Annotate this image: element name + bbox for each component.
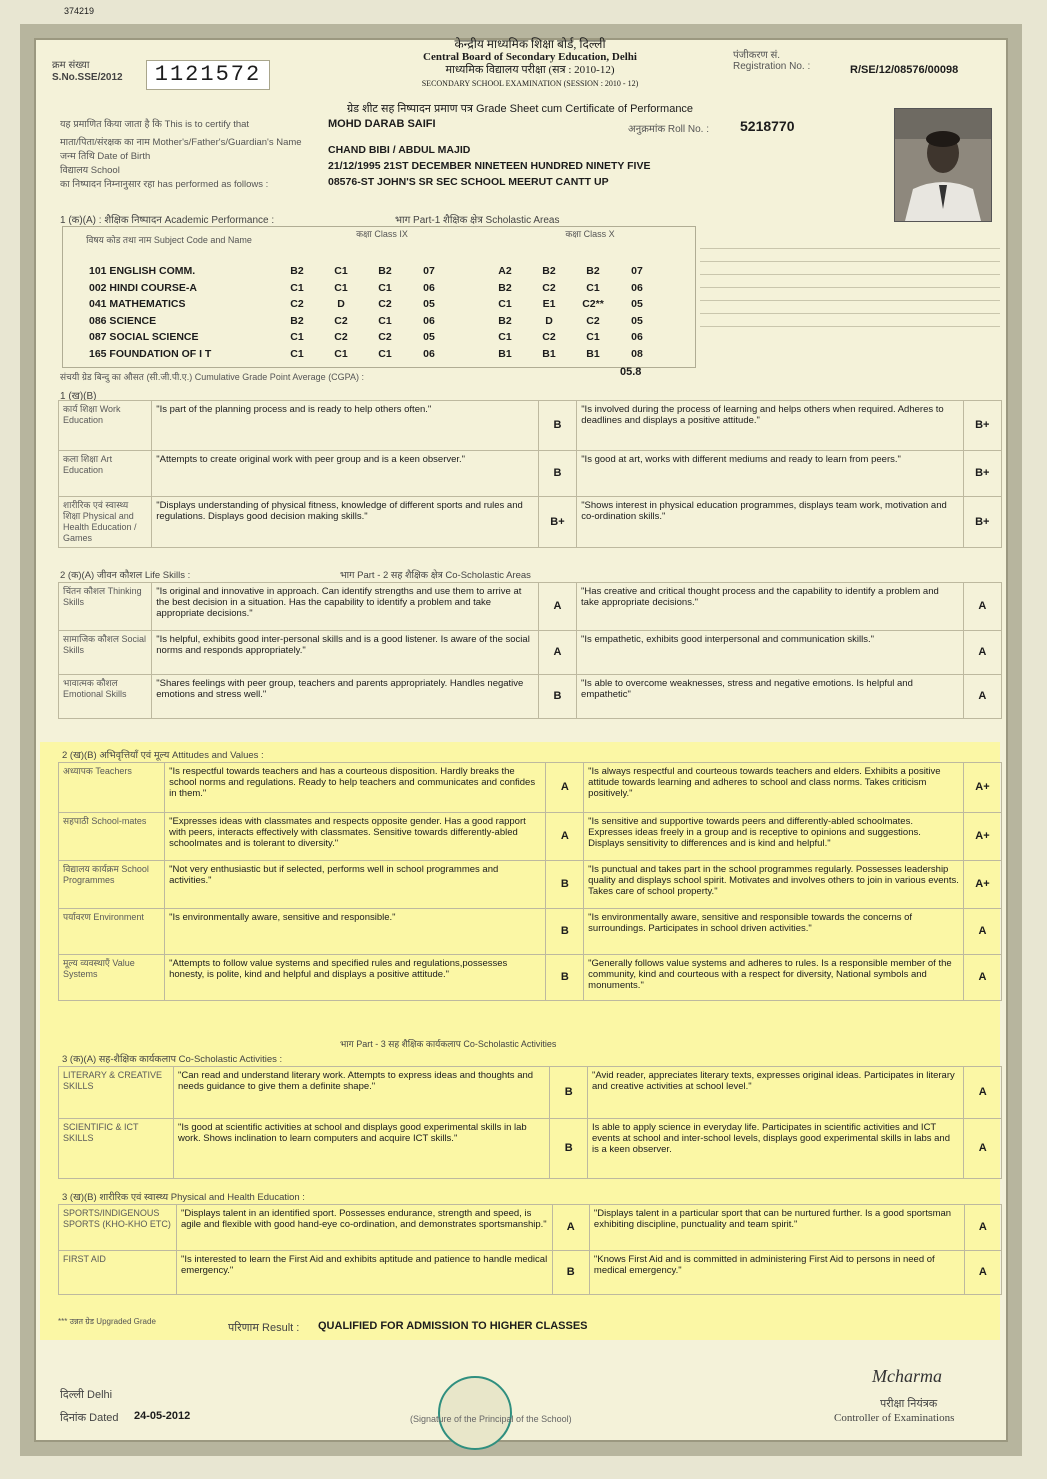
- row-label: सामाजिक कौशल Social Skills: [59, 631, 152, 675]
- row-label: मूल्य व्यवस्थाएँ Value Systems: [59, 955, 165, 1001]
- subject-code-name: 041 MATHEMATICS: [89, 298, 186, 310]
- serial-label: [52, 60, 123, 84]
- class10-descriptor: "Is environmentally aware, sensitive and responsible towards the concerns of surroundings. Participates in school driven activities.": [584, 909, 964, 955]
- class10-descriptor: "Is sensitive and supportive towards peers and differently-abled schoolmates. Expresses ideas freely in a group and is receptive to opinions and suggestions. Displays sensitivity to differences and is kind and helpful.": [584, 813, 964, 861]
- subject-grade: C1: [378, 314, 392, 327]
- subject-row: [63, 282, 695, 298]
- class10-grade: A+: [963, 763, 1001, 813]
- part2a-part-label: भाग Part - 2 सह शैक्षिक क्षेत्र Co-Scholastic Areas: [340, 570, 531, 581]
- part1-heading: 1 (क)(A) : शैक्षिक निष्पादन Academic Performance :: [60, 215, 275, 226]
- subject-grade: C1: [290, 347, 304, 360]
- class9-header: कक्षा Class IX: [356, 229, 408, 239]
- descriptor-row: [59, 861, 1002, 909]
- subject-grade: C1: [334, 281, 348, 294]
- row-label: पर्यावरण Environment: [59, 909, 165, 955]
- subject-row: [63, 315, 695, 331]
- subject-code-name: 101 ENGLISH COMM.: [89, 265, 196, 277]
- student-name: MOHD DARAB SAIFI: [328, 118, 436, 130]
- subject-grade: C1: [498, 331, 512, 343]
- controller-label-hi: परीक्षा नियंत्रक: [880, 1398, 938, 1410]
- class9-descriptor: "Shares feelings with peer group, teachers and parents appropriately. Handles negative emotions and stress well.": [152, 675, 539, 719]
- class10-grade: A: [963, 909, 1001, 955]
- registration-number: R/SE/12/08576/00098: [850, 64, 959, 76]
- class10-grade: A: [963, 955, 1001, 1001]
- class10-descriptor: Is able to apply science in everyday life. Participates in scientific activities and ICT events at school and inter-school levels, displays good experimental skills in labs and is a keen observer.: [587, 1119, 963, 1179]
- subject-grade: C1: [586, 331, 600, 343]
- class10-descriptor: "Generally follows value systems and adheres to rules. Is a responsible member of the community, kind and courteous with a respect for diversity, National symbols and monuments.": [584, 955, 964, 1001]
- class9-descriptor: "Is environmentally aware, sensitive and responsible.": [165, 909, 546, 955]
- subject-grade: 08: [631, 347, 643, 360]
- descriptor-row: [59, 1205, 1002, 1251]
- class10-grade: A: [963, 583, 1001, 631]
- roll-label: अनुक्रमांक Roll No. :: [628, 124, 710, 135]
- class9-descriptor: "Is helpful, exhibits good inter-personal skills and is a good listener. Is aware of the social norms and responds appropriately.": [152, 631, 539, 675]
- class10-grade: A: [963, 675, 1001, 719]
- subject-grade: B2: [290, 314, 304, 327]
- row-label: कला शिक्षा Art Education: [59, 451, 152, 497]
- subject-row: [63, 348, 695, 364]
- part3a-heading: 3 (क)(A) सह-शैक्षिक कार्यकलाप Co-Scholastic Activities :: [62, 1054, 283, 1065]
- subject-grade: B2: [586, 265, 600, 277]
- subject-grade: B2: [290, 265, 304, 277]
- subject-grade: B1: [542, 347, 556, 360]
- subject-grade: C1: [334, 265, 348, 277]
- school-seal: [438, 1376, 512, 1450]
- subject-grade: 06: [423, 281, 435, 294]
- row-label: SPORTS/INDIGENOUS SPORTS (KHO-KHO ETC): [59, 1205, 177, 1251]
- board-name-en: Central Board of Secondary Education, Delhi: [423, 51, 637, 63]
- performed-label: का निष्पादन निम्नानुसार रहा has performed as follows :: [60, 179, 269, 190]
- class9-descriptor: "Displays talent in an identified sport. Possesses endurance, strength and speed, is agile and flexible with good hand-eye co-ordination, and demonstrates sportsmanship.": [177, 1205, 553, 1251]
- registration-label-hi: पंजीकरण सं.: [733, 50, 781, 61]
- subject-grade: C2: [586, 314, 600, 327]
- class10-descriptor: "Shows interest in physical education programmes, displays team work, motivation and co-ordination skills.": [577, 497, 963, 548]
- subject-header: विषय कोड तथा नाम Subject Code and Name: [86, 235, 252, 245]
- subject-code-name: 165 FOUNDATION OF I T: [89, 347, 212, 360]
- subject-grade: C2: [334, 331, 348, 343]
- row-label: चिंतन कौशल Thinking Skills: [59, 583, 152, 631]
- class9-grade: B: [546, 955, 584, 1001]
- scholastic-table: [62, 226, 696, 368]
- class10-descriptor: "Has creative and critical thought process and the capability to identify a problem and take appropriate decisions.": [577, 583, 964, 631]
- class9-descriptor: "Is good at scientific activities at school and displays good experimental skills in lab work. Shows inclination to learn computers and acquire ICT skills.": [173, 1119, 549, 1179]
- class10-grade: A+: [963, 813, 1001, 861]
- class9-grade: A: [546, 763, 584, 813]
- row-label: LITERARY & CREATIVE SKILLS: [59, 1067, 174, 1119]
- part2a-table: [58, 582, 1002, 719]
- subject-grade: C1: [290, 281, 304, 294]
- subject-grade: B1: [586, 347, 600, 360]
- date-label: दिनांक Dated: [60, 1412, 119, 1424]
- controller-label-en: Controller of Examinations: [834, 1412, 955, 1424]
- row-label: अध्यापक Teachers: [59, 763, 165, 813]
- subject-grade: C1: [378, 281, 392, 294]
- part2a-heading: 2 (क)(A) जीवन कौशल Life Skills :: [60, 570, 191, 581]
- subject-grade: 06: [631, 281, 643, 294]
- descriptor-row: [59, 909, 1002, 955]
- serial-label-hi: क्रम संख्या: [52, 60, 90, 71]
- class10-grade: A: [964, 1067, 1002, 1119]
- class9-descriptor: "Expresses ideas with classmates and respects opposite gender. Has a good rapport with peers, interacts effectively with classmates. Sensitive towards differently-abled schoolmates and is tolerant to diversity.": [165, 813, 546, 861]
- subject-grade: 07: [423, 265, 435, 277]
- part3b-heading: 3 (ख)(B) शारीरिक एवं स्वास्थ्य Physical and Health Education :: [62, 1192, 305, 1203]
- class9-grade: B: [546, 909, 584, 955]
- subject-row: [63, 331, 695, 347]
- class9-grade: B: [546, 861, 584, 909]
- row-label: सहपाठी School-mates: [59, 813, 165, 861]
- class9-grade: B: [538, 675, 576, 719]
- class9-grade: B: [552, 1251, 589, 1295]
- cgpa-value: 05.8: [620, 366, 642, 378]
- descriptor-row: [59, 1067, 1002, 1119]
- subject-grade: C2: [334, 314, 348, 327]
- subject-grade: C2: [290, 298, 304, 310]
- subject-grade: C2: [378, 298, 392, 310]
- certify-label: यह प्रमाणित किया जाता है कि This is to certify that: [60, 119, 250, 130]
- class10-grade: B+: [963, 497, 1001, 548]
- subject-grade: C1: [290, 331, 304, 343]
- class10-descriptor: "Is involved during the process of learning and helps others when required. Adheres to deadlines and displays a positive attitude.": [577, 401, 963, 451]
- row-label: FIRST AID: [59, 1251, 177, 1295]
- student-labels: [60, 118, 310, 192]
- part3b-table: [58, 1204, 1002, 1295]
- subject-grade: B2: [498, 281, 512, 294]
- serial-label-en: S.No.SSE/2012: [52, 72, 123, 83]
- subject-grade: 07: [631, 265, 643, 277]
- roll-number: 5218770: [740, 118, 795, 134]
- cgpa-label: संचयी ग्रेड बिन्दु का औसत (सी.जी.पी.ए.) Cumulative Grade Point Average (CGPA) :: [60, 372, 365, 382]
- row-label: कार्य शिक्षा Work Education: [59, 401, 152, 451]
- subject-grade: B2: [498, 314, 512, 327]
- descriptor-row: [59, 631, 1002, 675]
- subject-grade: B2: [542, 265, 556, 277]
- part1-part-label: भाग Part-1 शैक्षिक क्षेत्र Scholastic Areas: [395, 215, 560, 226]
- subject-grade: D: [337, 298, 345, 310]
- class9-grade: B: [550, 1067, 588, 1119]
- principal-signature-label: (Signature of the Principal of the School): [410, 1414, 572, 1424]
- class9-descriptor: "Is respectful towards teachers and has a courteous disposition. Hardly breaks the school norms and regulations. Ready to help teachers and communicates and confides in them.": [165, 763, 546, 813]
- dob-label: जन्म तिथि Date of Birth: [60, 151, 151, 162]
- subject-grade: 05: [423, 298, 435, 310]
- parents-label: माता/पिता/संरक्षक का नाम Mother's/Father's/Guardian's Name: [60, 137, 302, 148]
- descriptor-row: [59, 763, 1002, 813]
- part2b-heading: 2 (ख)(B) अभिवृत्तियाँ एवं मूल्य Attitudes and Values :: [62, 750, 264, 761]
- school-name: 08576-ST JOHN'S SR SEC SCHOOL MEERUT CANTT UP: [328, 176, 609, 188]
- subject-grade: C1: [586, 281, 600, 294]
- exam-name-hi: माध्यमिक विद्यालय परीक्षा (सत्र : 2010-12): [445, 64, 615, 76]
- class10-header: कक्षा Class X: [565, 229, 615, 239]
- upgraded-note: *** उन्नत ग्रेड Upgraded Grade: [58, 1317, 156, 1326]
- part1b-table: [58, 400, 1002, 548]
- class9-grade: B+: [538, 497, 576, 548]
- certificate-title: ग्रेड शीट सह निष्पादन प्रमाण पत्र Grade Sheet cum Certificate of Performance: [346, 103, 694, 115]
- board-header: [330, 38, 730, 90]
- descriptor-row: [59, 955, 1002, 1001]
- class9-grade: A: [552, 1205, 589, 1251]
- class9-descriptor: "Is original and innovative in approach. Can identify strengths and use them to arrive at the best decision in a situation. Has the capability to identify a problem and take appropriate decisions.": [152, 583, 539, 631]
- descriptor-row: [59, 497, 1002, 548]
- subject-grade: E1: [542, 298, 556, 310]
- subject-grade: A2: [498, 265, 512, 277]
- subject-grade: B2: [378, 265, 392, 277]
- part2b-table: [58, 762, 1002, 1001]
- descriptor-row: [59, 1251, 1002, 1295]
- class10-grade: A: [964, 1119, 1002, 1179]
- subject-grade: 05: [423, 331, 435, 343]
- class10-grade: A: [964, 1205, 1001, 1251]
- result-value: QUALIFIED FOR ADMISSION TO HIGHER CLASSES: [318, 1320, 588, 1332]
- descriptor-row: [59, 813, 1002, 861]
- date-of-birth: 21/12/1995 21ST DECEMBER NINETEEN HUNDRED NINETY FIVE: [328, 160, 651, 172]
- subject-grade: C2: [542, 281, 556, 294]
- class9-descriptor: "Not very enthusiastic but if selected, performs well in school programmes and activities.": [165, 861, 546, 909]
- subject-grade: B1: [498, 347, 512, 360]
- class10-descriptor: "Is always respectful and courteous towards teachers and elders. Exhibits a positive attitude towards learning and adheres to school and class norms. Takes criticism positively.": [584, 763, 964, 813]
- class10-descriptor: "Avid reader, appreciates literary texts, expresses original ideas. Participates in literary and creative activities at school level.": [587, 1067, 963, 1119]
- class9-descriptor: "Can read and understand literary work. Attempts to express ideas and thoughts and needs guidance to give them a definite shape.": [173, 1067, 549, 1119]
- exam-name-en: SECONDARY SCHOOL EXAMINATION (SESSION : 2010 - 12): [421, 79, 639, 88]
- school-label: विद्यालय School: [60, 165, 120, 176]
- student-photo: [894, 108, 992, 222]
- class9-descriptor: "Is interested to learn the First Aid and exhibits aptitude and patience to handle medical emergency.": [177, 1251, 553, 1295]
- descriptor-row: [59, 451, 1002, 497]
- class10-grade: A: [963, 631, 1001, 675]
- class10-grade: B+: [963, 451, 1001, 497]
- subject-grade: 06: [631, 331, 643, 343]
- row-label: विद्यालय कार्यक्रम School Programmes: [59, 861, 165, 909]
- class9-grade: A: [546, 813, 584, 861]
- issue-date: 24-05-2012: [134, 1410, 191, 1422]
- subject-grade: C1: [378, 347, 392, 360]
- subject-grade: 06: [423, 314, 435, 327]
- result-label: परिणाम Result :: [228, 1322, 300, 1334]
- class10-descriptor: "Is able to overcome weaknesses, stress and negative emotions. Is helpful and empathetic": [577, 675, 964, 719]
- registration-label-en: Registration No. :: [733, 61, 811, 72]
- subject-grade: 05: [631, 298, 643, 310]
- class9-descriptor: "Displays understanding of physical fitness, knowledge of different sports and rules and regulations. Displays good decision making skills.": [152, 497, 539, 548]
- parents-name: CHAND BIBI / ABDUL MAJID: [328, 144, 471, 156]
- corner-number: 374219: [64, 6, 95, 16]
- descriptor-row: [59, 675, 1002, 719]
- subject-grade: D: [545, 314, 553, 327]
- subject-code-name: 087 SOCIAL SCIENCE: [89, 331, 199, 343]
- row-label: भावात्मक कौशल Emotional Skills: [59, 675, 152, 719]
- board-name-hi: केन्द्रीय माध्यमिक शिक्षा बोर्ड, दिल्ली: [454, 37, 606, 51]
- place-label: दिल्ली Delhi: [60, 1389, 113, 1401]
- subject-row: [63, 265, 695, 281]
- part3-part-label: भाग Part - 3 सह शैक्षिक कार्यकलाप Co-Scholastic Activities: [340, 1039, 557, 1049]
- subject-grade: C1: [498, 298, 512, 310]
- class9-descriptor: "Attempts to follow value systems and specified rules and regulations,possesses honesty, is polite, kind and helpful and displays a positive attitude.": [165, 955, 546, 1001]
- subject-code-name: 086 SCIENCE: [89, 314, 157, 327]
- subject-grade: C1: [334, 347, 348, 360]
- descriptor-row: [59, 1119, 1002, 1179]
- descriptor-row: [59, 401, 1002, 451]
- subject-row: [63, 298, 695, 314]
- serial-number: 1121572: [146, 60, 270, 90]
- subject-grade: 06: [423, 347, 435, 360]
- part3a-table: [58, 1066, 1002, 1179]
- part1b-heading: 1 (ख)(B): [60, 391, 97, 402]
- subject-grade: 05: [631, 314, 643, 327]
- class10-descriptor: "Is empathetic, exhibits good interpersonal and communication skills.": [577, 631, 964, 675]
- controller-signature: Mcharma: [872, 1366, 942, 1386]
- class9-descriptor: "Attempts to create original work with peer group and is a keen observer.": [152, 451, 539, 497]
- subject-code-name: 002 HINDI COURSE-A: [89, 281, 197, 294]
- class9-grade: B: [550, 1119, 588, 1179]
- class10-grade: A+: [963, 861, 1001, 909]
- class9-descriptor: "Is part of the planning process and is ready to help others often.": [152, 401, 539, 451]
- class9-grade: B: [538, 451, 576, 497]
- descriptor-row: [59, 583, 1002, 631]
- class10-descriptor: "Displays talent in a particular sport that can be nurtured further. Is a good sportsman exhibiting discipline, punctuality and team spirit.": [589, 1205, 964, 1251]
- registration-label: [733, 47, 810, 72]
- class9-grade: A: [538, 583, 576, 631]
- row-label: SCIENTIFIC & ICT SKILLS: [59, 1119, 174, 1179]
- class10-descriptor: "Is punctual and takes part in the school programmes regularly. Possesses leadership quality and displays school spirit. Motivates and involves others to join in various events. Takes care of school property.": [584, 861, 964, 909]
- subject-grade: C2: [378, 331, 392, 343]
- class10-descriptor: "Knows First Aid and is committed in administering First Aid to persons in need of medical emergency.": [589, 1251, 964, 1295]
- grading-notes: [700, 242, 1000, 362]
- subject-grade: C2: [542, 331, 556, 343]
- row-label: शारीरिक एवं स्वास्थ्य शिक्षा Physical and Health Education / Games: [59, 497, 152, 548]
- class10-grade: B+: [963, 401, 1001, 451]
- class9-grade: B: [538, 401, 576, 451]
- class10-grade: A: [964, 1251, 1001, 1295]
- subject-grade: C2**: [582, 298, 604, 310]
- class9-grade: A: [538, 631, 576, 675]
- class10-descriptor: "Is good at art, works with different mediums and ready to learn from peers.": [577, 451, 963, 497]
